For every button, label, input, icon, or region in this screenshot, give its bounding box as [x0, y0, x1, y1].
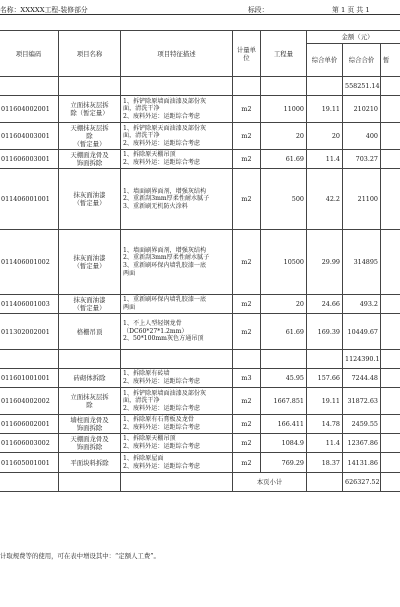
item-name-line: 抹灰面油漆 — [73, 254, 106, 262]
item-description-line: 2、废料外运：运距综合考虑 — [123, 378, 201, 385]
subtotal-value: 558251.14 — [343, 77, 381, 96]
item-name-line: （暂定量） — [73, 199, 106, 207]
item-description-line: 2、废料外运：运距综合考虑 — [123, 443, 201, 450]
item-name-line: 除（暂定量） — [70, 109, 109, 117]
item-unit-price: 19.11 — [307, 96, 343, 123]
item-extra — [381, 434, 400, 453]
item-unit-price: 18.37 — [307, 453, 343, 473]
item-unit: m2 — [233, 230, 261, 295]
item-description-line: 1、不上人型轻钢龙骨 — [123, 320, 182, 328]
item-name-line: 除 — [86, 132, 93, 140]
table-row — [0, 230, 400, 295]
item-extra — [381, 314, 400, 350]
item-name-line: 立面抹灰层拆 — [70, 393, 109, 401]
item-name-line: 天棚面龙骨及 — [70, 151, 109, 159]
item-description — [121, 453, 233, 473]
item-total: 703.27 — [343, 150, 381, 169]
item-quantity: 769.29 — [261, 453, 307, 473]
item-name — [59, 96, 121, 123]
col-desc-header: 项目特征描述 — [121, 31, 233, 77]
item-extra — [381, 123, 400, 150]
project-name: 名称：XXXXX工程-装修部分 — [0, 6, 88, 14]
item-unit: m3 — [233, 369, 261, 388]
item-name — [59, 314, 121, 350]
item-description — [121, 434, 233, 453]
item-code: 011606003001 — [0, 150, 59, 169]
item-name — [59, 415, 121, 434]
item-name-line: 天棚面龙骨及 — [70, 435, 109, 443]
col-unit-price-header: 综合单价 — [307, 44, 343, 77]
table-row — [0, 434, 400, 453]
item-description-line: 2、废料外运：运距综合考虑 — [123, 424, 201, 431]
footnote: 计取规费等的使用，可在表中增设其中：“定额人工费”。 — [0, 552, 160, 560]
subtotal-row — [0, 473, 400, 492]
item-unit-price: 20 — [307, 123, 343, 150]
item-code: 011601001001 — [0, 369, 59, 388]
item-unit-price: 29.99 — [307, 230, 343, 295]
item-name-line: 饰面拆除 — [76, 443, 103, 451]
item-total: 400 — [343, 123, 381, 150]
item-code: 011606003002 — [0, 434, 59, 453]
item-name — [59, 169, 121, 230]
item-unit-price: 19.11 — [307, 388, 343, 415]
item-code: 011406001003 — [0, 295, 59, 314]
col-qty-header: 工程量 — [261, 31, 307, 77]
item-name — [59, 369, 121, 388]
item-unit: m2 — [233, 314, 261, 350]
item-quantity: 166.411 — [261, 415, 307, 434]
item-description-line: （DC60*27*1.2mm） — [123, 327, 188, 335]
item-name-line: 砖砌体拆除 — [73, 374, 106, 382]
item-description-line: 2、重新刮3mm厚柔性耐水腻子 — [123, 195, 210, 203]
item-name-line: 墙柱面龙骨及 — [70, 416, 109, 424]
item-quantity: 61.69 — [261, 150, 307, 169]
item-extra — [381, 96, 400, 123]
item-name — [59, 150, 121, 169]
item-extra — [381, 453, 400, 473]
item-description-line: 2、废料外运：运距综合考虑 — [123, 404, 201, 412]
item-description-line: 1、拆除原有砖墙 — [123, 370, 170, 378]
col-unit-header: 计量单位 — [233, 31, 261, 77]
item-extra — [381, 388, 400, 415]
item-description-line: 2、重新刮3mm厚柔性耐水腻子 — [123, 254, 210, 262]
item-total: 2459.55 — [343, 415, 381, 434]
item-quantity: 1667.851 — [261, 388, 307, 415]
item-description-line: 2、50*100mm灰色方通吊顶 — [123, 335, 204, 343]
item-name-line: （暂定量） — [73, 262, 106, 270]
item-code: 011604002001 — [0, 96, 59, 123]
item-description — [121, 295, 233, 314]
item-name — [59, 123, 121, 150]
item-unit-price: 157.66 — [307, 369, 343, 388]
item-description — [121, 369, 233, 388]
item-name — [59, 388, 121, 415]
subtotal-row — [0, 350, 400, 369]
col-name-header: 项目名称 — [59, 31, 121, 77]
item-extra — [381, 415, 400, 434]
item-description — [121, 230, 233, 295]
item-extra — [381, 230, 400, 295]
item-description-line: 1、拆除原屋面 — [123, 454, 164, 462]
item-description-line: 1、墙面刷界面剂，增强灰结构 — [123, 246, 207, 254]
item-unit: m2 — [233, 169, 261, 230]
item-description-line: 面，清洗干净 — [123, 397, 160, 405]
item-quantity: 1084.9 — [261, 434, 307, 453]
item-unit-price: 11.4 — [307, 150, 343, 169]
col-extra-header: 暂 — [381, 44, 400, 77]
item-description-line: 3、重新刷环保内墙乳胶漆一底 — [123, 262, 207, 269]
item-extra — [381, 369, 400, 388]
item-name-line: 饰面拆除 — [76, 159, 103, 167]
item-quantity: 45.95 — [261, 369, 307, 388]
item-quantity: 11000 — [261, 96, 307, 123]
item-quantity: 500 — [261, 169, 307, 230]
item-name — [59, 434, 121, 453]
table-row — [0, 169, 400, 230]
page-number: 第 1 页 共 1 — [332, 6, 370, 14]
header-rule — [0, 14, 400, 15]
item-description-line: 1、拆除原有石膏板及龙骨 — [123, 416, 194, 424]
item-name-line: 饰面拆除 — [76, 424, 103, 432]
item-total: 12367.86 — [343, 434, 381, 453]
item-description — [121, 150, 233, 169]
item-unit-price: 24.66 — [307, 295, 343, 314]
item-unit: m2 — [233, 415, 261, 434]
table-row — [0, 314, 400, 350]
item-description-line: 1、拆除原天棚吊顶 — [123, 151, 176, 159]
table-row — [0, 415, 400, 434]
item-unit: m2 — [233, 96, 261, 123]
table-row — [0, 96, 400, 123]
subtotal-value: 1124390.1 — [343, 350, 381, 369]
table-row — [0, 388, 400, 415]
item-unit: m2 — [233, 150, 261, 169]
item-unit: m2 — [233, 388, 261, 415]
item-description — [121, 415, 233, 434]
item-name — [59, 453, 121, 473]
item-total: 314895 — [343, 230, 381, 295]
subtotal-value: 626327.52 — [343, 473, 381, 492]
item-total: 210210 — [343, 96, 381, 123]
item-description-line: 面，清洗干净 — [123, 132, 160, 140]
sheet-header — [0, 0, 400, 30]
item-description-line: 1、拆铲除原墙面油漆及部份灰 — [123, 97, 207, 105]
item-code: 011606002001 — [0, 415, 59, 434]
item-description — [121, 123, 233, 150]
item-unit: m2 — [233, 453, 261, 473]
table-row — [0, 453, 400, 473]
item-code: 011406001001 — [0, 169, 59, 230]
item-description-line: 1、墙面刷界面剂，增强灰结构 — [123, 187, 207, 195]
item-name — [59, 230, 121, 295]
item-description — [121, 388, 233, 415]
item-code: 011605001001 — [0, 453, 59, 473]
item-name-line: （暂定量） — [73, 304, 106, 312]
item-description-line: 2、废料外运：运距综合考虑 — [123, 139, 201, 147]
item-unit: m2 — [233, 295, 261, 314]
table-row — [0, 150, 400, 169]
item-unit: m2 — [233, 434, 261, 453]
item-name-line: 平面块料拆除 — [70, 458, 109, 467]
item-name-line: 立面抹灰层拆 — [70, 101, 109, 109]
item-quantity: 61.69 — [261, 314, 307, 350]
item-description-line: 2、废料外运：运距综合考虑 — [123, 112, 201, 120]
item-total: 14131.86 — [343, 453, 381, 473]
item-name-line: 天棚抹灰层拆 — [70, 124, 109, 132]
item-total: 493.2 — [343, 295, 381, 314]
item-description — [121, 96, 233, 123]
item-name — [59, 295, 121, 314]
section-label: 标段： — [248, 6, 269, 14]
item-extra — [381, 169, 400, 230]
item-code: 011604003001 — [0, 123, 59, 150]
page-subtotal-label: 本页小计 — [233, 473, 307, 492]
item-unit-price: 11.4 — [307, 434, 343, 453]
item-total: 7244.48 — [343, 369, 381, 388]
item-unit-price: 42.2 — [307, 169, 343, 230]
item-code: 011604002002 — [0, 388, 59, 415]
item-quantity: 10500 — [261, 230, 307, 295]
item-description-line: 1、拆除原天棚吊顶 — [123, 435, 176, 443]
item-description-line: 1、重新刷环保内墙乳胶漆一底 — [123, 296, 207, 304]
item-name-line: 抹灰面油漆 — [73, 296, 106, 304]
item-description-line: 面，清洗干净 — [123, 105, 160, 113]
item-total: 21100 — [343, 169, 381, 230]
table-row — [0, 123, 400, 150]
item-quantity: 20 — [261, 123, 307, 150]
item-unit: m2 — [233, 123, 261, 150]
table-row — [0, 295, 400, 314]
item-total: 10449.67 — [343, 314, 381, 350]
item-description-line: 两面 — [123, 269, 136, 277]
item-name-line: 抹灰面油漆 — [73, 191, 106, 199]
item-quantity: 20 — [261, 295, 307, 314]
item-name-line: 除 — [86, 401, 93, 409]
item-description-line: 2、废料外运：运距综合考虑 — [123, 462, 201, 470]
item-total: 31872.63 — [343, 388, 381, 415]
item-code: 011406001002 — [0, 230, 59, 295]
item-description-line: 3、重新刷无机防火涂料 — [123, 202, 188, 210]
item-name-line: （暂定量） — [73, 140, 106, 148]
col-total-header: 综合合价 — [343, 44, 381, 77]
item-description — [121, 314, 233, 350]
col-code-header: 项目编码 — [0, 31, 59, 77]
item-description-line: 1、拆铲除原墙面油漆及部份灰 — [123, 389, 207, 397]
item-extra — [381, 295, 400, 314]
table-row — [0, 369, 400, 388]
subtotal-row — [0, 77, 400, 96]
bill-of-quantities-table — [0, 30, 400, 492]
item-name-line: 格栅吊顶 — [76, 327, 103, 336]
item-description-line: 两面 — [123, 304, 136, 311]
item-extra — [381, 150, 400, 169]
item-unit-price: 14.78 — [307, 415, 343, 434]
item-description-line: 1、拆铲除原天面油漆及部份灰 — [123, 124, 207, 132]
item-code: 011302002001 — [0, 314, 59, 350]
item-description — [121, 169, 233, 230]
item-unit-price: 169.39 — [307, 314, 343, 350]
col-amount-group-header: 金额（元） — [307, 31, 400, 44]
item-description-line: 2、废料外运：运距综合考虑 — [123, 159, 201, 166]
